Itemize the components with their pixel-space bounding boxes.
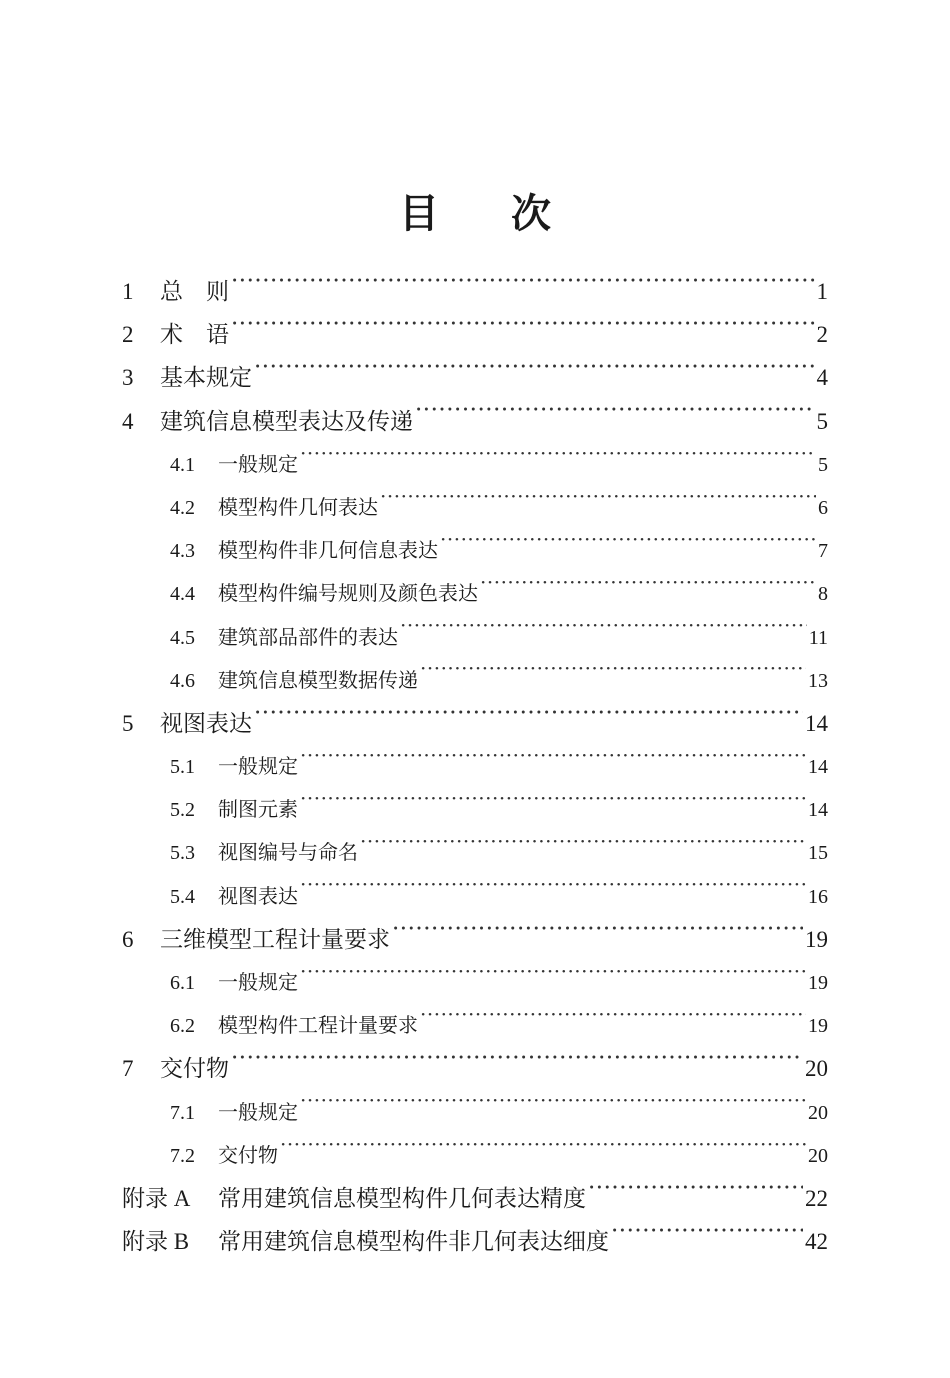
toc-page-number: 8 [818, 583, 828, 606]
toc-entry-number: 5.1 [170, 756, 195, 779]
toc-appendix-entry[interactable] [122, 1177, 828, 1220]
toc-page-number: 7 [818, 540, 828, 563]
toc-entry[interactable] [122, 270, 828, 313]
toc-page-number: 42 [805, 1229, 828, 1255]
dot-leader [588, 1183, 803, 1206]
dot-leader [300, 796, 806, 816]
toc-entry-number: 附录 A [122, 1185, 191, 1211]
dot-leader [300, 1099, 806, 1119]
page-title [0, 182, 950, 239]
toc-entry[interactable] [122, 356, 828, 399]
toc-page-number: 5 [816, 408, 828, 434]
toc-entry-number: 4 [122, 408, 134, 434]
toc-entry-number: 7 [122, 1056, 134, 1082]
toc-entry-number: 2 [122, 322, 134, 348]
dot-leader [360, 839, 806, 859]
toc-subentry[interactable] [122, 529, 828, 572]
toc-entry-label: 常用建筑信息模型构件非几何表达细度 [218, 1229, 609, 1256]
toc-entry[interactable] [122, 400, 828, 443]
toc-entry-label: 三维模型工程计量要求 [160, 926, 390, 953]
toc-page-number: 15 [808, 842, 828, 865]
toc-entry-number: 附录 B [122, 1229, 190, 1255]
toc-entry-label: 视图编号与命名 [218, 840, 358, 865]
toc-subentry[interactable] [122, 875, 828, 918]
toc-entry-number: 6.2 [170, 1015, 195, 1038]
toc-entry-label: 制图元素 [218, 797, 298, 822]
table-of-contents [122, 270, 828, 1263]
toc-subentry[interactable] [122, 788, 828, 831]
toc-page-number: 6 [818, 496, 828, 519]
toc-entry[interactable] [122, 702, 828, 745]
toc-entry-label: 建筑信息模型数据传递 [218, 667, 418, 692]
toc-entry-number: 1 [122, 279, 134, 304]
dot-leader [254, 708, 803, 731]
toc-page-number: 11 [808, 626, 828, 649]
toc-page-number: 1 [816, 279, 828, 304]
toc-page-number: 22 [805, 1185, 828, 1211]
toc-entry-label: 一般规定 [218, 451, 298, 476]
toc-entry-number: 6.1 [170, 972, 195, 994]
toc-subentry[interactable] [122, 1134, 828, 1177]
toc-entry-label: 视图表达 [160, 710, 252, 737]
toc-entry-number: 3 [122, 365, 134, 391]
dot-leader [420, 667, 806, 687]
toc-page-number: 19 [808, 972, 828, 994]
toc-entry-label: 一般规定 [218, 754, 298, 779]
dot-leader [400, 624, 807, 644]
toc-entry-number: 4.4 [170, 583, 195, 606]
toc-subentry[interactable] [122, 1004, 828, 1047]
toc-entry[interactable] [122, 313, 828, 356]
toc-subentry[interactable] [122, 1091, 828, 1134]
toc-entry-number: 5.4 [170, 885, 195, 908]
toc-entry-label: 建筑部品部件的表达 [218, 624, 398, 649]
toc-entry[interactable] [122, 1047, 828, 1090]
toc-entry-label: 基本规定 [160, 365, 252, 392]
dot-leader [440, 537, 816, 557]
dot-leader [300, 753, 806, 773]
toc-subentry[interactable] [122, 659, 828, 702]
toc-entry-number: 4.2 [170, 496, 195, 519]
toc-entry-label: 视图表达 [218, 883, 298, 908]
toc-entry-label: 总 则 [160, 279, 229, 305]
toc-subentry[interactable] [122, 486, 828, 529]
dot-leader [231, 319, 815, 342]
title-char: 目 [399, 190, 439, 237]
dot-leader [480, 580, 816, 600]
toc-entry-number: 5 [122, 710, 134, 736]
toc-entry-label: 术 语 [160, 322, 229, 349]
toc-entry[interactable] [122, 918, 828, 961]
toc-page-number: 20 [808, 1101, 828, 1124]
dot-leader [280, 1142, 806, 1162]
toc-subentry[interactable] [122, 745, 828, 788]
dot-leader [231, 276, 815, 299]
toc-appendix-entry[interactable] [122, 1220, 828, 1263]
toc-page-number: 14 [808, 799, 828, 822]
dot-leader [300, 883, 806, 903]
toc-entry-label: 模型构件非几何信息表达 [218, 538, 438, 563]
dot-leader [420, 1012, 806, 1032]
toc-page-number: 2 [816, 322, 828, 348]
toc-subentry[interactable] [122, 443, 828, 486]
title-char: 次 [511, 190, 551, 237]
toc-entry-number: 4.6 [170, 669, 195, 692]
toc-entry-label: 交付物 [218, 1142, 278, 1167]
toc-entry-label: 建筑信息模型表达及传递 [160, 408, 413, 435]
toc-entry-number: 6 [122, 926, 134, 952]
dot-leader [392, 924, 803, 947]
dot-leader [300, 969, 806, 989]
toc-page-number: 14 [805, 710, 828, 736]
toc-entry-number: 5.3 [170, 842, 195, 865]
dot-leader [611, 1226, 803, 1249]
toc-entry-number: 7.1 [170, 1101, 195, 1124]
toc-subentry[interactable] [122, 572, 828, 615]
dot-leader [415, 406, 815, 429]
toc-entry-label: 模型构件几何表达 [218, 494, 378, 519]
dot-leader [254, 362, 815, 385]
toc-entry-number: 7.2 [170, 1144, 195, 1167]
toc-page-number: 20 [805, 1056, 828, 1082]
toc-entry-label: 模型构件工程计量要求 [218, 1013, 418, 1038]
toc-entry-number: 4.5 [170, 626, 195, 649]
dot-leader [231, 1053, 803, 1076]
toc-subentry[interactable] [122, 961, 828, 1004]
toc-page-number: 16 [808, 885, 828, 908]
toc-page-number: 20 [808, 1144, 828, 1167]
toc-subentry[interactable] [122, 831, 828, 874]
toc-entry-number: 4.1 [170, 453, 195, 476]
dot-leader [380, 494, 816, 514]
toc-page-number: 14 [808, 756, 828, 779]
toc-subentry[interactable] [122, 616, 828, 659]
toc-entry-label: 一般规定 [218, 1099, 298, 1124]
dot-leader [300, 451, 816, 471]
toc-page-number: 5 [818, 453, 828, 476]
toc-entry-number: 4.3 [170, 540, 195, 563]
toc-page-number: 19 [805, 926, 828, 952]
toc-entry-number: 5.2 [170, 799, 195, 822]
toc-entry-label: 模型构件编号规则及颜色表达 [218, 581, 478, 606]
toc-page-number: 4 [816, 365, 828, 391]
toc-page-number: 13 [808, 669, 828, 692]
toc-page-number: 19 [808, 1015, 828, 1038]
toc-entry-label: 交付物 [160, 1056, 229, 1083]
toc-entry-label: 一般规定 [218, 970, 298, 994]
toc-entry-label: 常用建筑信息模型构件几何表达精度 [218, 1185, 586, 1212]
